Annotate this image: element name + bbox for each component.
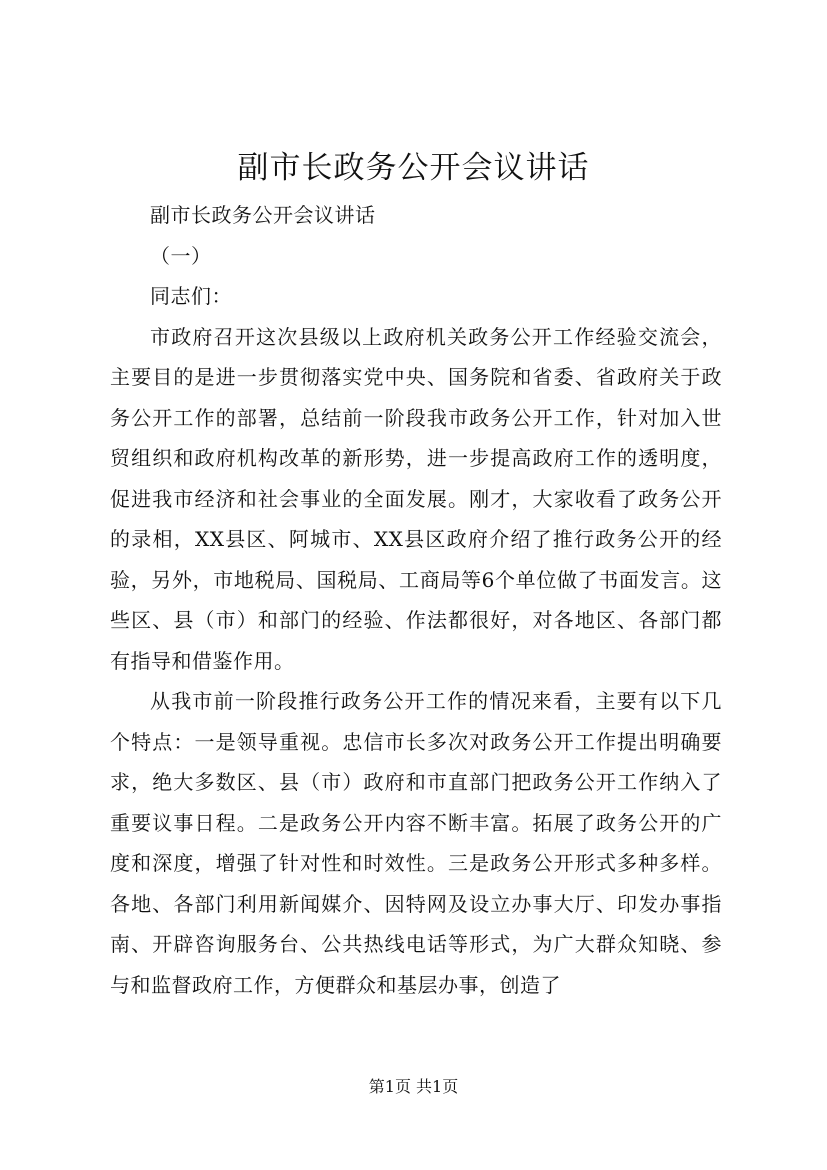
subtitle-paragraph: 副市长政务公开会议讲话	[150, 203, 376, 227]
document-body	[110, 195, 722, 1005]
page-footer: 第1页 共1页	[368, 1077, 459, 1096]
body-paragraph: 从我市前一阶段推行政务公开工作的情况来看，主要有以下几个特点：一是领导重视。忠信市长多次对政务公开工作提出明确要求，绝大多数区、县（市）政府和市直部门把政务公开工作纳入了重要议事日程。二是政务公开内容不断丰富。拓展了政务公开的广度和深度，增强了针对性和时效性。三是政务公开形式多种多样。各地、各部门利用新闻媒介、因特网及设立办事大厅、印发办事指南、开辟咨询服务台、公共热线电话等形式，为广大群众知晓、参与和监督政府工作，方便群众和基层办事，创造了	[110, 689, 722, 997]
body-paragraph: 市政府召开这次县级以上政府机关政务公开工作经验交流会，主要目的是进一步贯彻落实党中央、国务院和省委、省政府关于政务公开工作的部署，总结前一阶段我市政务公开工作，针对加入世贸组织和政府机构改革的新形势，进一步提高政府工作的透明度，促进我市经济和社会事业的全面发展。刚才，大家收看了政务公开的录相，XX县区、阿城市、XX县区政府介绍了推行政务公开的经验，另外，市地税局、国税局、工商局等6个单位做了书面发言。这些区、县（市）和部门的经验、作法都很好，对各地区、各部门都有指导和借鉴作用。	[110, 324, 722, 673]
section-number-paragraph: （一）	[150, 243, 212, 268]
document-title: 副市长政务公开会议讲话	[237, 150, 590, 186]
salutation-paragraph: 同志们：	[150, 284, 232, 308]
